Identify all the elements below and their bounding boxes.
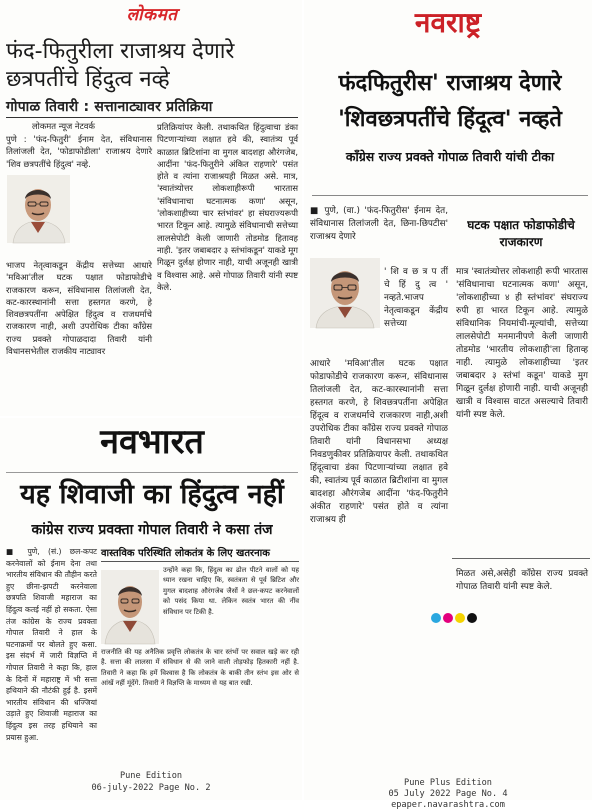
navbharat-sidebar-box — [101, 545, 299, 775]
lokmat-lede: पुणे : 'फंद-फितुरी' ईनाम देत, संविधानास तिलांजली देत, 'फोडाफोडीला' राजाश्रय देणारे 'शिव छत्रपतींचे हिंदुत्व' नव्हे. — [6, 134, 152, 169]
navbharat-clipping — [0, 418, 302, 800]
registration-dot — [443, 613, 453, 623]
navbharat-box-text-continued: राजनीति की यह अनैतिक प्रवृत्ति लोकतंत्र के चार स्तंभों पर सवाल खड़े कर रही है. सत्ता की लालसा में संविधान से की जाने वाली तोड़फोड़ हितकारी नहीं है. तिवारी ने कहा कि हमें विश्वास है कि लोकतंत्र के बाकी तीन स्तंभ इस ओर से आंखें नहीं मूंदेंगे. तिवारी ने विज्ञप्ति के माध्यम से यह बात रखी. — [101, 648, 299, 688]
navarashtra-article-side: ' शि व छ त्र प तीं चे हिं दु त्व ' नव्हते.भाजप नेतृत्वाकडून केंद्रीय सत्तेच्या — [384, 267, 448, 329]
navbharat-edition-info — [0, 770, 302, 794]
navarashtra-edition-date: 05 July 2022 Page No. 4 — [388, 789, 508, 799]
lokmat-subheadline: गोपाळ तिवारी : सत्तानाट्यावर प्रतिक्रिया — [6, 99, 213, 115]
lokmat-article-col1: भाजप नेतृत्वाकडून केंद्रीय सत्तेच्या आधारे 'मविआ'तील घटक पक्षात फोडाफोडीचे राजकारण करून, संविधानास तिलांजली देत, कट-कारस्थानांनी सत्ता हस्तगत करणे, हे शिवछत्रपतींना अपेक्षित हिंदुत्व व राजधर्माचे राजकारण नाही, अशी उपरोधिक टीका काँग्रेस राज्य प्रवक्ते गोपाळदादा तिवारी यांनी विधानसभेतील राजकीय नाट्यावर — [6, 260, 152, 357]
navarashtra-article-col1: आधारे 'मविआ'तील घटक पक्षात फोडाफोडीचे राजकारण करून, संविधानास तिलांजली देत, कट-कारस्थानांनी सत्ता हस्तगत करणे, हे शिवछत्रपतींना अपेक्षित हिंदूत्व व राजधर्माचे राजकारण नाही,अशी उपरोधिक टीका काँग्रेस राज्य प्रवक्ते गोपाळ तिवारी यांनी विधानसभा अध्यक्ष निवडणुकीवर प्रतिक्रियापर केली. तथाकथित हिंदूत्वाचा डंका पिटणाऱ्यांच्या लक्षात हवे की, स्वातंत्र्य पूर्व काळात ब्रिटीशांना वा मुगल बादशहा औरंगजेब आदींना 'फंद-फितुरीने अंकीत राहणारे' पसंत होते व त्यांना राजाश्रय ही — [310, 359, 448, 525]
navbharat-subheadline: कांग्रेस राज्य प्रवक्ता गोपाल तिवारी ने कसा तंज — [31, 522, 273, 538]
lokmat-byline: लोकमत न्यूज नेटवर्क — [32, 121, 95, 131]
lokmat-logo: लोकमत — [126, 5, 178, 25]
lokmat-clipping — [0, 0, 302, 416]
navbharat-edition-date: 06-july-2022 Page No. 2 — [91, 783, 211, 793]
gopal-tiwari-photo — [310, 258, 380, 328]
navarashtra-col2-divider — [452, 558, 590, 559]
navarashtra-edition-info — [304, 778, 592, 811]
lokmat-divider — [6, 117, 298, 118]
lokmat-headline: फंद-फितुरीला राजाश्रय देणारे छत्रपतींचे हिंदुत्व नव्हे — [6, 39, 235, 92]
registration-dot — [431, 613, 441, 623]
navarashtra-divider — [312, 195, 588, 196]
navarashtra-clipping — [304, 0, 592, 810]
registration-dot — [467, 613, 477, 623]
navarashtra-box-title: घटक पक्षात फोडाफोडीचे राजकारण — [467, 218, 575, 249]
gopal-tiwari-photo — [101, 570, 159, 644]
navbharat-box-text: उन्होंने कहा कि, हिंदुत्व का ढोल पीटने वालों को यह ध्यान रखना चाहिए कि, स्वतंत्रता से पूर्व ब्रिटिश और मुगल बादशाह औरंगजेब जैसों ने छल-कपट करनेवालों को पसंद किया था. लेकिन स्वतंत्र भारत की नींव संविधान पर टिकी है. — [163, 566, 299, 616]
lokmat-article-col1-top — [6, 133, 152, 170]
navbharat-logo: नवभारत — [100, 422, 204, 462]
navarashtra-headline: फंदफितुरीस' राजाश्रय देणारे 'शिवछत्रपतींचे हिंदूत्व' नव्हते — [338, 71, 562, 132]
navbharat-headline: यह शिवाजी का हिंदुत्व नहीं — [6, 472, 298, 516]
navarashtra-article-col2: मात्र 'स्वातंत्र्योत्तर लोकशाही रूपी भारतास 'संविधानाचा घटनात्मक कणा' असून, 'लोकशाहीच्या ४ ही स्तंभांवर' संघराज्य रुपी हा भारत टिकून आहे. त्यामुळे संविधानिक नियमांची-मूल्यांची, सत्तेच्या लालसेपोटी मनमानीपणे केली जाणारी तोडमोड 'भारतीय लोकशाही'ला हिताव्ह नाही. त्यामुळे लोकशाहीच्या 'इतर जबाबदार ३ स्तंभां कडून' याकडे मुग गिळून दुर्लक्ष होणारी नाही. याची अजूनही खात्री व विश्वास वाटत असल्याचे तिवारी यांनी स्पष्ट केले. — [456, 267, 588, 420]
lokmat-article-col2: प्रतिक्रियांपर केली. तथाकथित हिंदुत्वाचा डंका पिटणाऱ्यांच्या लक्षात हवे की, स्वातंत्र्य पूर्व काळात ब्रिटिशांना वा मुगल बादशहा औरंगजेब, आदींना 'फंद-फितुरीने अंकित राहणारे' पसंत होते व त्यांना राजाश्रयही मिळत असे. मात्र, 'स्वातंत्र्योत्तर लोकशाहीरूपी भारतास 'संविधानाचा घटनात्मक कणा' असून, 'लोकशाहीच्या चार स्तंभांवर' हा संघराज्यरूपी भारत टिकून आहे. त्यामुळे संविधानाची सत्तेच्या लालसेपोटी केली जाणारी तोडमोड हितावह नाही. 'इतर जबाबदार ३ स्तंभांकडून' याकडे मूग गिळून दुर्लक्ष होणार नाही, याची अजूनही खात्री व विश्वास आहे. असे गोपाळ तिवारी यांनी स्पष्ट केले. — [157, 122, 298, 292]
navarashtra-edition-name: Pune Plus Edition — [404, 778, 492, 788]
navbharat-article-col1: ■ पुणे, (सं.) छल-कपट करनेवालों को ईनाम देना तथा भारतीय संविधान की तौहीन करते हुए छीना-झपटी करनेवाला छत्रपति शिवाजी महाराज का हिंदुत्व कतई नहीं हो सकता. ऐसा तंज कांग्रेस के राज्य प्रवक्ता गोपाल तिवारी ने हाल के घटनाक्रमों पर बोलते हुए कसा. इस संदर्भ में जारी विज्ञप्ति में गोपाल तिवारी ने कहा कि, हाल के दिनों में महाराष्ट्र में भी सत्ता हथियाने की नौटंकी हुई है. इसमें भारतीय संविधान की धज्जियां उड़ाते हुए शिवाजी महाराज का हिंदुत्व इस तरह हथियाने का प्रयास हुआ. — [6, 547, 97, 742]
navarashtra-logo: नवराष्ट्र — [414, 6, 482, 39]
print-registration-dots — [430, 612, 478, 624]
navarashtra-edition-url: epaper.navarashtra.com — [391, 800, 505, 810]
navbharat-edition-name: Pune Edition — [119, 771, 183, 781]
navarashtra-article-lede: ■ पुणे, (वा.) 'फंद-फितुरीस' ईनाम देत, संविधानास तिलांजली देत, छिना-छिपटीस' राजाश्रय देणारे — [310, 206, 448, 242]
navarashtra-subheadline: काँग्रेस राज्य प्रवक्ते गोपाळ तिवारी यांची टीका — [345, 149, 555, 164]
registration-dot — [455, 613, 465, 623]
navarashtra-article-col2-tail: मिळत असे,असेही काँग्रेस राज्य प्रवक्ते गोपाळ तिवारी यांनी स्पष्ट केले. — [456, 569, 588, 592]
navbharat-box-heading: वास्तविक परिस्थिति लोकतंत्र के लिए खतरनाक — [101, 545, 299, 562]
gopal-tiwari-photo — [7, 175, 70, 243]
